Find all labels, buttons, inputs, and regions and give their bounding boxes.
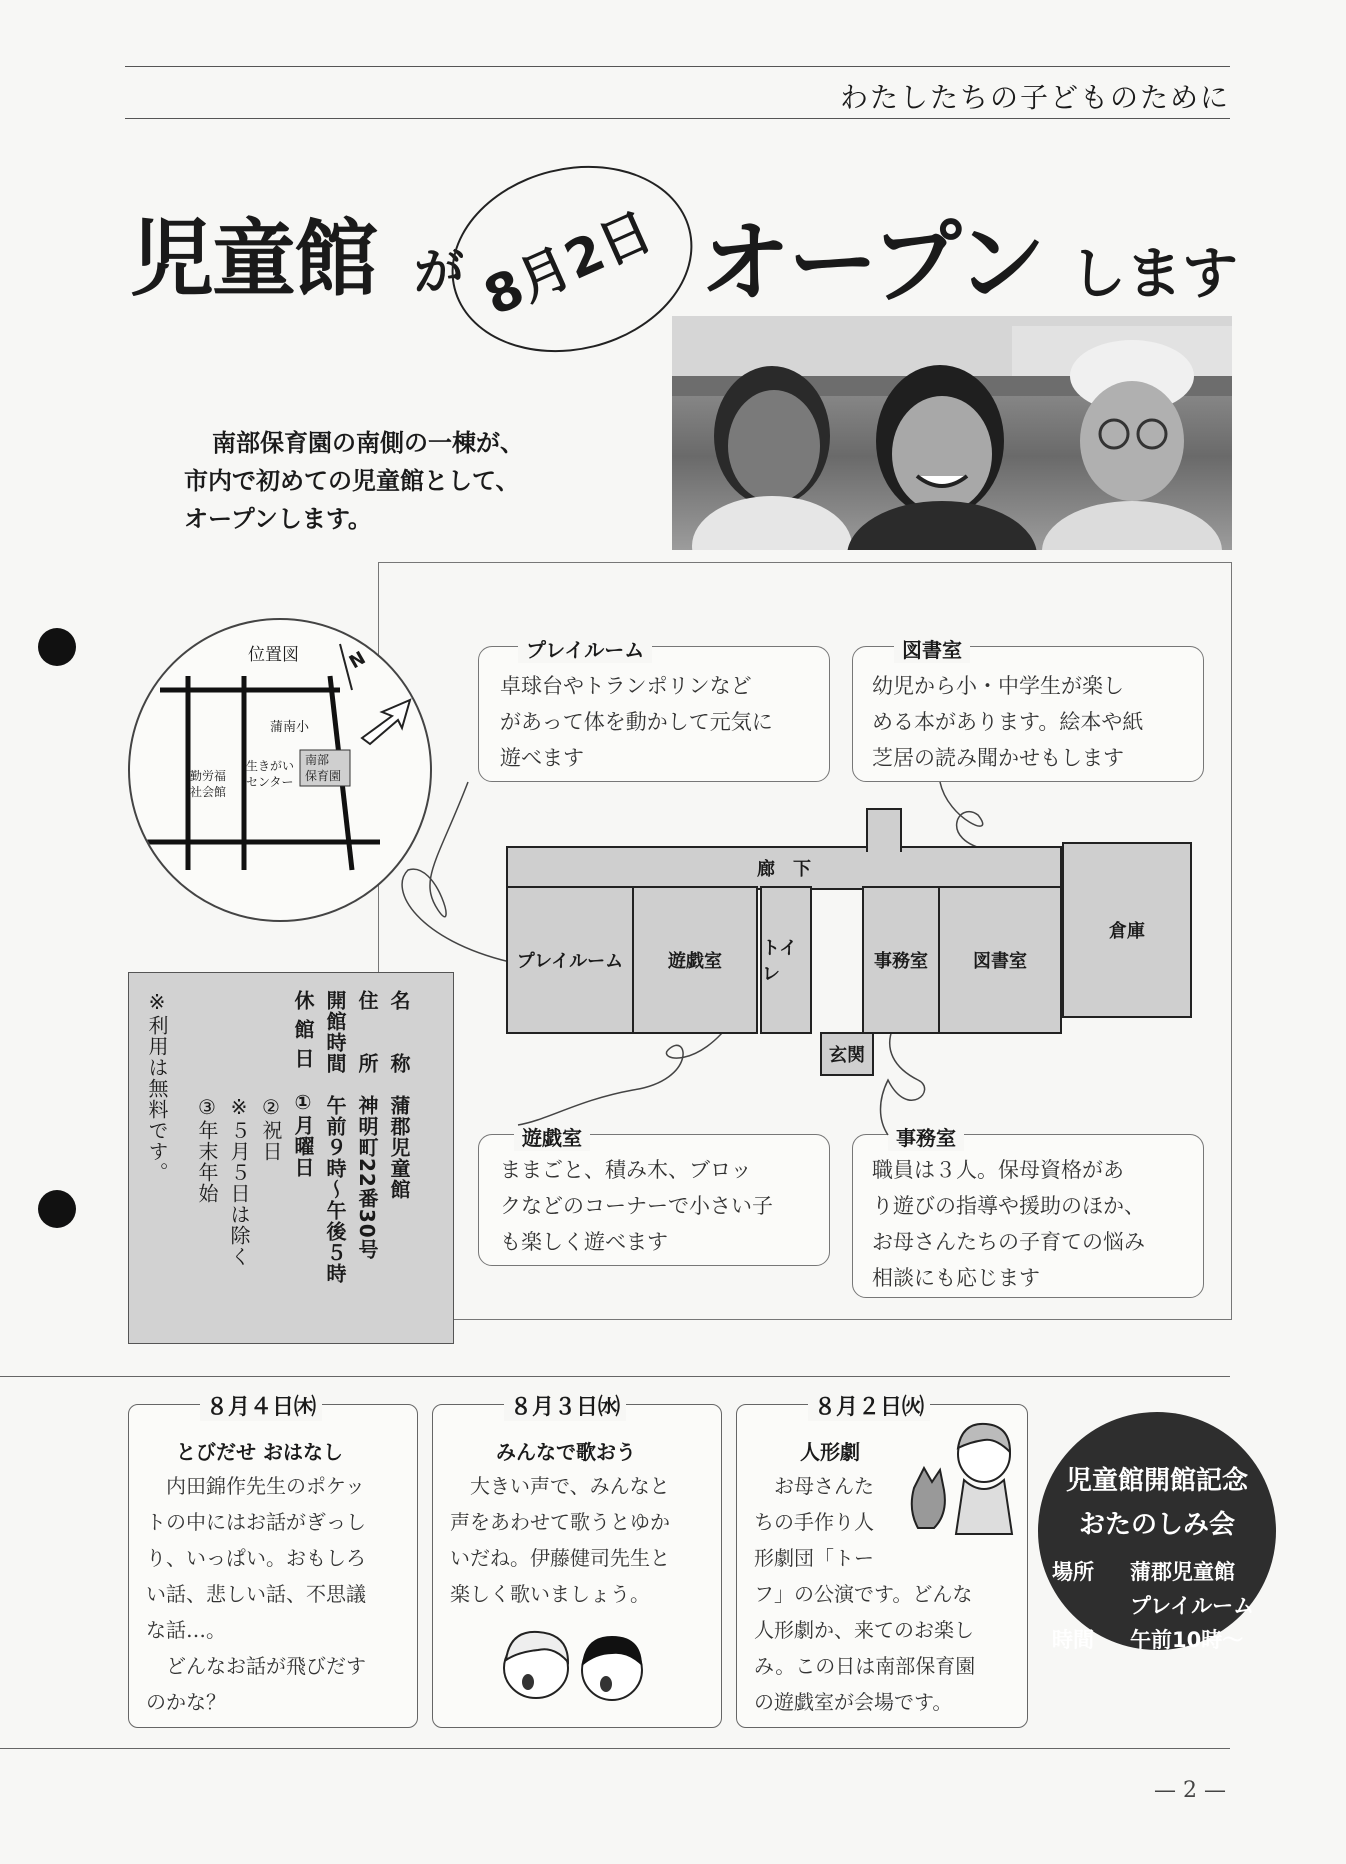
map-welfare-1: 勤労福 [190,769,227,783]
map-title: 位置図 [248,645,299,665]
info-closed: 休 館 日 ①月曜日 [291,990,315,1178]
callout-office-text [872,1152,1145,1296]
info-closed-note: ※５月５日は除く [227,990,251,1267]
children-photo-illustration [672,316,1232,550]
map-school: 蒲南小 [270,720,310,735]
intro-line-3: オープンします。 [184,505,372,533]
callout-gameroom-line-2: クなどのコーナーで小さい子 [500,1194,773,1218]
map-nursery-1: 南部 [305,753,330,767]
event-aug4-line-5: な話…。 [146,1618,226,1642]
callout-gameroom-line-3: も楽しく遊べます [500,1230,668,1254]
event-aug3-line-3: いだね。伊藤健司先生と [450,1546,670,1570]
badge-place-1: 蒲郡児童館 [1130,1560,1235,1584]
floorplan-corridor: 廊 下 [506,846,1062,890]
event-aug2-line-6: み。この日は南部保育園 [754,1654,976,1678]
event-aug3-line-4: 楽しく歌いましょう。 [450,1582,650,1606]
badge-time: 午前10時～ [1130,1628,1244,1652]
info-closed-3: ③年末年始 [195,990,219,1204]
event-aug4-title: とびだせ おはなし [176,1440,343,1464]
floorplan-office: 事務室 [862,886,940,1034]
info-name: 名 称 蒲郡児童館 [387,990,411,1200]
map-nursery [305,752,341,784]
callout-office-title: 事務室 [888,1122,964,1151]
callout-office-line-1: 職員は３人。保母資格があ [872,1158,1124,1182]
map-center [246,758,294,790]
map-welfare [190,768,226,800]
floorplan-playroom: プレイルーム [506,886,634,1034]
event-aug3-text [450,1468,670,1612]
floorplan-gameroom: 遊戯室 [632,886,758,1034]
top-rule [125,66,1230,67]
badge-time-label: 時間 [1052,1628,1094,1652]
map-welfare-2: 社会館 [190,785,227,799]
page-number: — 2 — [1154,1778,1226,1803]
headline-date: 8月2日 [475,201,662,328]
intro-line-2: 市内で初めての児童館として、 [184,467,520,495]
intro-line-1: 南部保育園の南側の一棟が、 [212,429,524,457]
map-center-1: 生きがい [246,759,295,773]
event-aug4-date: ８月４日㈭ [200,1390,322,1421]
event-aug4-line-7: のかな？ [146,1690,226,1714]
floorplan-corridor-extension [866,808,902,852]
headline-ga: が [414,243,464,301]
event-aug2-title: 人形劇 [800,1440,860,1464]
badge-line-2: おたのしみ会 [1078,1510,1235,1540]
callout-library-line-3: 芝居の読み聞かせもします [872,746,1124,770]
event-aug4-line-6: どんなお話が飛びだす [146,1654,366,1678]
event-aug2-line-7: の遊戯室が会場です。 [754,1690,953,1714]
callout-library-line-1: 幼児から小・中学生が楽し [872,674,1124,698]
info-address: 住 所 神明町22番30号 [355,990,379,1260]
event-aug2-line-1: お母さんた [754,1474,874,1498]
map-center-2: センター [246,775,294,789]
binder-hole-bottom [38,1190,76,1228]
badge-line-1: 児童館開館記念 [1065,1466,1248,1496]
callout-library-line-2: める本があります。絵本や紙 [872,710,1144,734]
headline-shimasu: します [1070,242,1238,307]
puppet-illustration [904,1418,1020,1538]
event-aug2-line-4: フ」の公演です。どんな [754,1582,973,1606]
floorplan-toilet: トイレ [760,886,812,1034]
event-aug4-line-3: り、いっぱい。おもしろ [146,1546,366,1570]
binder-hole-top [38,628,76,666]
event-aug3-title: みんなで歌おう [496,1440,636,1464]
singing-kids-illustration [488,1616,668,1716]
event-aug2-line-3: 形劇団「トー [754,1546,874,1570]
callout-library-title: 図書室 [894,634,970,663]
callout-playroom-line-2: があって体を動かして元気に [500,710,773,734]
info-closed-2: ②祝日 [259,990,283,1162]
event-aug4-text [146,1468,366,1720]
floorplan-storage: 倉庫 [1062,842,1192,1018]
north-icon: N [345,647,370,674]
headline-jidoukan: 児童館 [130,210,377,308]
floorplan-library: 図書室 [938,886,1062,1034]
callout-office-line-2: り遊びの指導や援助のほか、 [872,1194,1145,1218]
event-aug3-date: ８月３日㈬ [504,1390,626,1421]
event-aug3-line-1: 大きい声で、みんなと [450,1474,670,1498]
callout-office-line-3: お母さんたちの子育ての悩み [872,1230,1145,1254]
info-free-note: ※利用は無料です。 [145,990,169,1183]
event-aug4-line-4: い話、悲しい話、不思議 [146,1582,366,1606]
header-kicker: わたしたちの子どものために [839,81,1230,114]
event-aug2-line-5: 人形劇か、来てのお楽し [754,1618,974,1642]
event-aug3-line-2: 声をあわせて歌うとゆか [450,1510,670,1534]
events-bottom-rule [0,1748,1230,1749]
header-rule [125,118,1230,119]
headline-open: オープン [700,211,1044,316]
callout-playroom-line-1: 卓球台やトランポリンなど [500,674,752,698]
callout-gameroom-text [500,1152,773,1260]
events-top-rule [0,1376,1230,1377]
children-photo [672,316,1232,550]
callout-playroom-line-3: 遊べます [500,746,584,770]
event-aug4-line-2: トの中にはお話がぎっし [146,1510,366,1534]
badge-place-2: プレイルーム [1130,1594,1255,1618]
badge-place-label: 場所 [1052,1560,1094,1584]
map-nursery-2: 保育園 [305,769,342,783]
callout-gameroom-title: 遊戯室 [514,1122,590,1151]
callout-office-line-4: 相談にも応じます [872,1266,1040,1290]
callout-playroom-title: プレイルーム [518,634,652,663]
floorplan-entrance: 玄関 [820,1032,874,1076]
callout-gameroom-line-1: ままごと、積み木、ブロッ [500,1158,752,1182]
event-aug2-line-2: ちの手作り人 [754,1510,874,1534]
event-aug2-date: ８月２日㈫ [808,1390,930,1421]
event-aug4-line-1: 内田錦作先生のポケッ [146,1474,365,1498]
info-hours: 開館時間 午前９時～午後５時 [323,990,347,1284]
